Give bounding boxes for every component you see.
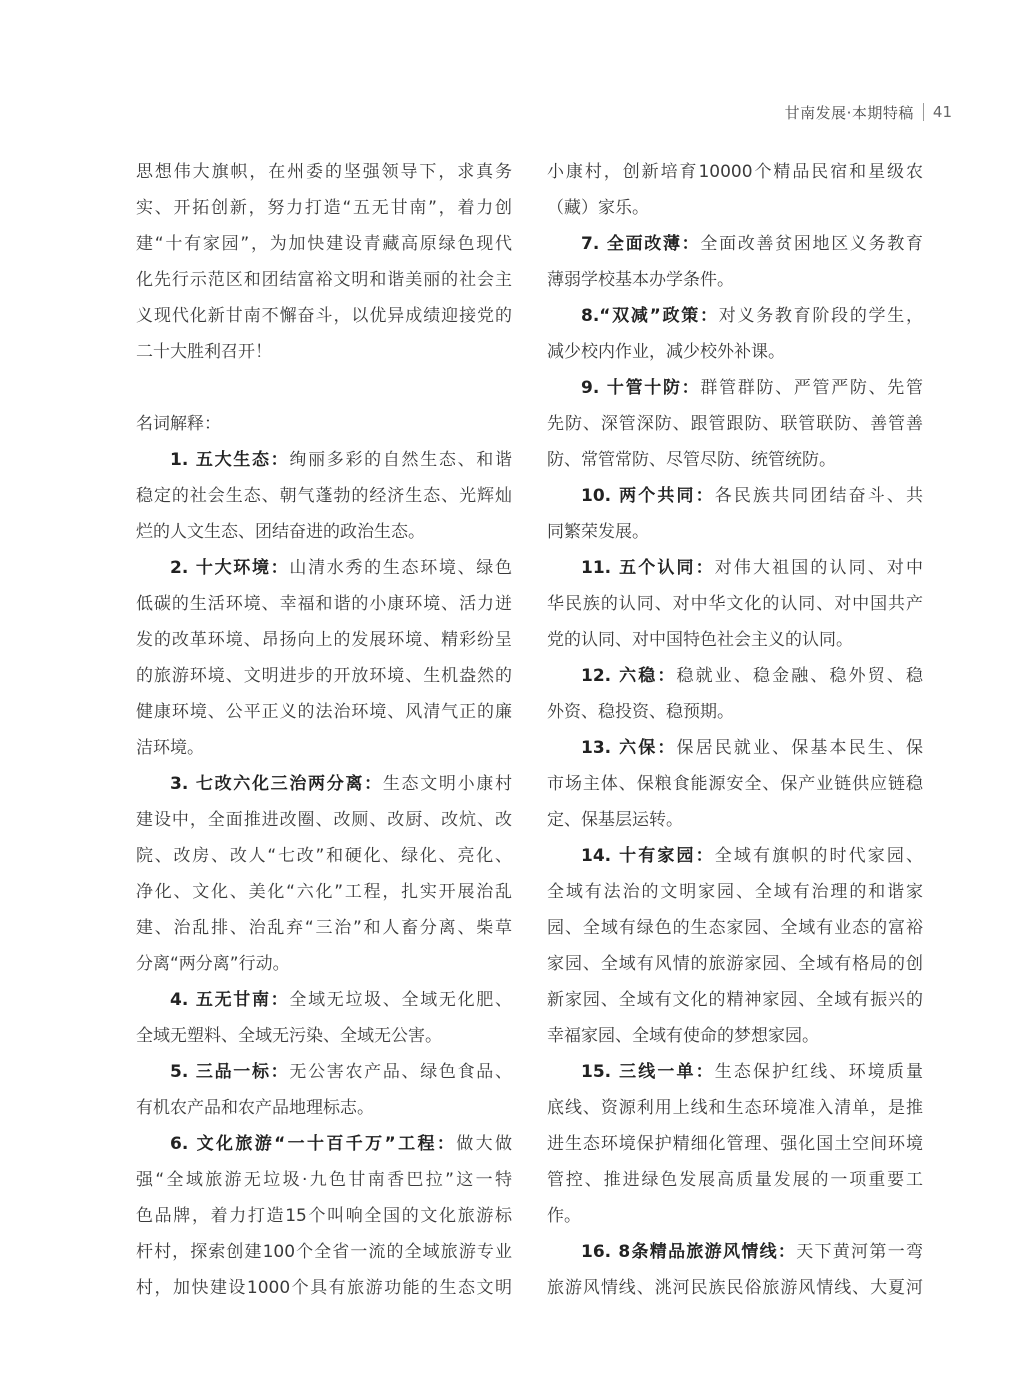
paragraph-gap xyxy=(136,370,512,406)
glossary-term: 12. 六稳： xyxy=(581,666,677,686)
text-line: 建、治乱排、治乱弃“三治”和人畜分离、柴草 xyxy=(136,918,512,938)
text-line: 洁环境。 xyxy=(136,738,204,758)
text-line: 发的改革环境、昂扬向上的发展环境、精彩纷呈 xyxy=(136,630,512,650)
glossary-term: 16. 8条精品旅游风情线： xyxy=(581,1242,797,1262)
text-line xyxy=(547,226,923,262)
text-line: 旅游风情线、洮河民族民俗旅游风情线、大夏河 xyxy=(547,1278,923,1298)
right-column xyxy=(547,154,923,1306)
text-line xyxy=(547,298,923,334)
glossary-entry xyxy=(136,550,512,766)
definition-text: 山清水秀的生态环境、绿色 xyxy=(289,558,512,578)
text-line xyxy=(136,442,512,478)
text-line xyxy=(136,550,512,586)
glossary-entry xyxy=(547,838,923,1054)
text-line: 新家园、全域有文化的精神家园、全域有振兴的 xyxy=(547,990,923,1010)
text-line: 小康村，创新培育10000个精品民宿和星级农 xyxy=(547,162,923,182)
glossary-heading: 名词解释： xyxy=(136,414,221,434)
glossary-term: 3. 七改六化三治两分离： xyxy=(170,774,383,794)
glossary-entry xyxy=(136,1126,512,1306)
text-line: 减少校内作业，减少校外补课。 xyxy=(547,342,785,362)
text-line xyxy=(136,1126,512,1162)
glossary-term: 2. 十大环境： xyxy=(170,558,290,578)
glossary-entry xyxy=(547,298,923,370)
text-line xyxy=(547,370,923,406)
glossary-term: 9. 十管十防： xyxy=(581,378,701,398)
text-line: 全域有法治的文明家园、全域有治理的和谐家 xyxy=(547,882,923,902)
definition-text: 无公害农产品、绿色食品、 xyxy=(289,1062,512,1082)
glossary-entry xyxy=(136,442,512,550)
glossary-term: 15. 三线一单： xyxy=(581,1062,715,1082)
glossary-term: 4. 五无甘南： xyxy=(170,990,290,1010)
definition-text: 稳就业、稳金融、稳外贸、稳 xyxy=(676,666,923,686)
text-line: 强“全域旅游无垃圾·九色甘南香巴拉”这一特 xyxy=(136,1170,512,1190)
glossary-entry xyxy=(547,658,923,730)
definition-text: 生态保护红线、环境质量 xyxy=(714,1062,923,1082)
definition-text: 保居民就业、保基本民生、保 xyxy=(676,738,923,758)
glossary-term: 8.“双减”政策： xyxy=(581,306,719,326)
text-line: 烂的人文生态、团结奋进的政治生态。 xyxy=(136,522,425,542)
definition-text: 群管群防、严管严防、先管 xyxy=(700,378,923,398)
definition-text: 绚丽多彩的自然生态、和谐 xyxy=(289,450,512,470)
text-line: 化先行示范区和团结富裕文明和谐美丽的社会主 xyxy=(136,270,512,290)
definition-text: 生态文明小康村 xyxy=(382,774,512,794)
text-line: 低碳的生活环境、幸福和谐的小康环境、活力迸 xyxy=(136,594,512,614)
glossary-term: 14. 十有家园： xyxy=(581,846,715,866)
text-line xyxy=(547,1234,923,1270)
left-column xyxy=(136,154,512,1306)
text-line xyxy=(136,1054,512,1090)
definition-text: 全域有旗帜的时代家园、 xyxy=(714,846,923,866)
text-line: 华民族的认同、对中华文化的认同、对中国共产 xyxy=(547,594,923,614)
text-line: 作。 xyxy=(547,1206,581,1226)
text-line: 村，加快建设1000个具有旅游功能的生态文明 xyxy=(136,1278,512,1298)
definition-text: 全面改善贫困地区义务教育 xyxy=(700,234,923,254)
section-title: 甘南发展·本期特稿 xyxy=(784,103,914,122)
glossary-term: 7. 全面改薄： xyxy=(581,234,701,254)
text-line: 进生态环境保护精细化管理、强化国土空间环境 xyxy=(547,1134,923,1154)
glossary-entry xyxy=(547,1054,923,1234)
glossary-entry xyxy=(136,766,512,982)
page-number: 41 xyxy=(932,103,952,121)
text-line: 先防、深管深防、跟管跟防、联管联防、善管善 xyxy=(547,414,923,434)
text-line xyxy=(136,766,512,802)
text-line: 底线、资源利用上线和生态环境准入清单，是推 xyxy=(547,1098,923,1118)
definition-text: 对义务教育阶段的学生， xyxy=(718,306,923,326)
text-line xyxy=(547,730,923,766)
text-line: 义现代化新甘南不懈奋斗，以优异成绩迎接党的 xyxy=(136,306,512,326)
text-line: 实、开拓创新，努力打造“五无甘南”，着力创 xyxy=(136,198,512,218)
definition-text: 做大做 xyxy=(456,1134,512,1154)
text-line: 净化、文化、美化“六化”工程，扎实开展治乱 xyxy=(136,882,512,902)
glossary-entry xyxy=(136,982,512,1054)
text-line: （藏）家乐。 xyxy=(547,198,649,218)
header-divider xyxy=(923,103,924,121)
text-line: 园、全域有绿色的生态家园、全域有业态的富裕 xyxy=(547,918,923,938)
glossary-term: 13. 六保： xyxy=(581,738,677,758)
text-line: 分离“两分离”行动。 xyxy=(136,954,290,974)
running-header xyxy=(785,100,952,124)
definition-text: 各民族共同团结奋斗、共 xyxy=(714,486,923,506)
text-line: 二十大胜利召开！ xyxy=(136,342,272,362)
glossary-entry xyxy=(547,478,923,550)
continuation-paragraph xyxy=(547,154,923,226)
text-line: 防、常管常防、尽管尽防、统管统防。 xyxy=(547,450,836,470)
glossary-term: 6. 文化旅游“一十百千万”工程： xyxy=(170,1134,457,1154)
text-line: 建“十有家园”，为加快建设青藏高原绿色现代 xyxy=(136,234,512,254)
text-line xyxy=(136,982,512,1018)
definition-text: 天下黄河第一弯 xyxy=(796,1242,923,1262)
text-line: 建设中，全面推进改圈、改厕、改厨、改炕、改 xyxy=(136,810,512,830)
text-line: 稳定的社会生态、朝气蓬勃的经济生态、光辉灿 xyxy=(136,486,512,506)
definition-text: 全域无垃圾、全域无化肥、 xyxy=(289,990,512,1010)
text-line xyxy=(547,658,923,694)
glossary-entry xyxy=(547,730,923,838)
text-line: 院、改房、改人“七改”和硬化、绿化、亮化、 xyxy=(136,846,512,866)
glossary-entry xyxy=(547,550,923,658)
intro-paragraph xyxy=(136,154,512,370)
text-line: 家园、全域有风情的旅游家园、全域有格局的创 xyxy=(547,954,923,974)
glossary-term: 5. 三品一标： xyxy=(170,1062,290,1082)
text-line: 有机农产品和农产品地理标志。 xyxy=(136,1098,374,1118)
text-line: 外资、稳投资、稳预期。 xyxy=(547,702,734,722)
glossary-entry xyxy=(547,370,923,478)
glossary-entry xyxy=(136,1054,512,1126)
text-line: 市场主体、保粮食能源安全、保产业链供应链稳 xyxy=(547,774,923,794)
glossary-term: 10. 两个共同： xyxy=(581,486,715,506)
text-line: 思想伟大旗帜，在州委的坚强领导下，求真务 xyxy=(136,162,512,182)
text-line: 的旅游环境、文明进步的开放环境、生机盎然的 xyxy=(136,666,512,686)
text-line: 党的认同、对中国特色社会主义的认同。 xyxy=(547,630,853,650)
glossary-entry xyxy=(547,226,923,298)
definition-text: 对伟大祖国的认同、对中 xyxy=(714,558,923,578)
text-line xyxy=(547,550,923,586)
text-line: 杆村，探索创建100个全省一流的全域旅游专业 xyxy=(136,1242,512,1262)
text-line xyxy=(547,838,923,874)
text-line: 幸福家园、全域有使命的梦想家园。 xyxy=(547,1026,819,1046)
text-line xyxy=(547,478,923,514)
glossary-term: 11. 五个认同： xyxy=(581,558,715,578)
glossary-term: 1. 五大生态： xyxy=(170,450,290,470)
text-line: 健康环境、公平正义的法治环境、风清气正的廉 xyxy=(136,702,512,722)
text-line: 全域无塑料、全域无污染、全域无公害。 xyxy=(136,1026,442,1046)
text-line: 薄弱学校基本办学条件。 xyxy=(547,270,734,290)
text-line: 同繁荣发展。 xyxy=(547,522,649,542)
glossary-entry xyxy=(547,1234,923,1306)
text-line: 色品牌，着力打造15个叫响全国的文化旅游标 xyxy=(136,1206,512,1226)
text-line xyxy=(547,1054,923,1090)
text-line: 管控、推进绿色发展高质量发展的一项重要工 xyxy=(547,1170,923,1190)
text-line: 定、保基层运转。 xyxy=(547,810,683,830)
